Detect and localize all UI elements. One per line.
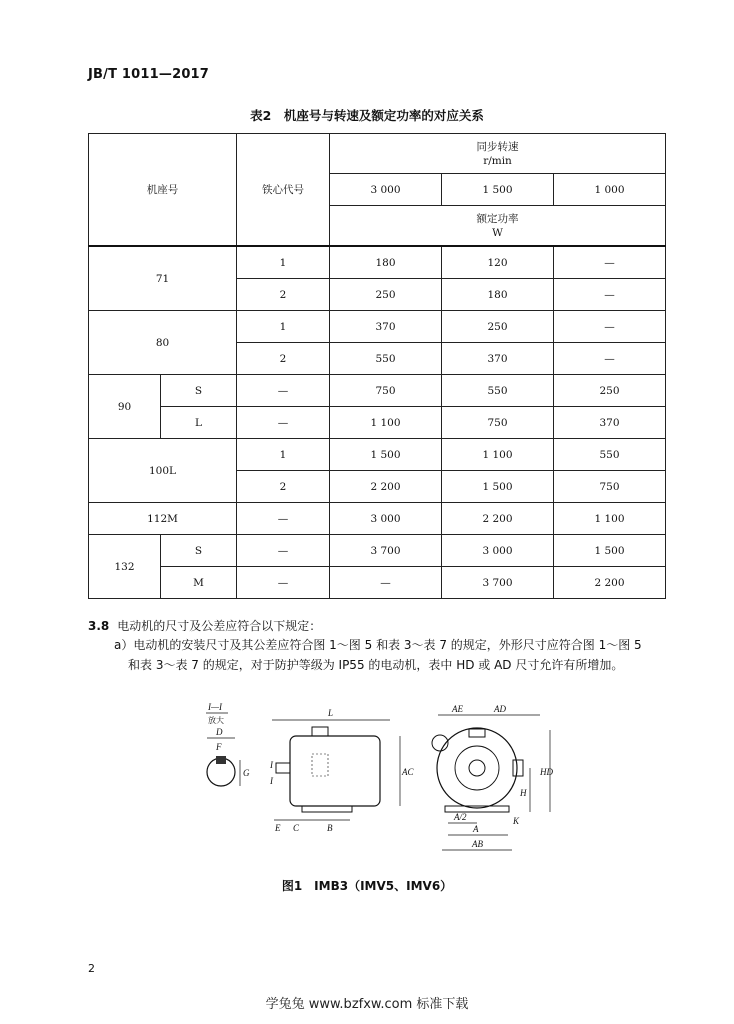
frame-cell: 80 xyxy=(89,311,237,375)
power-cell: 370 xyxy=(554,407,666,439)
section-I-lower: I xyxy=(270,776,273,786)
core-cell: 2 xyxy=(237,343,330,375)
dim-H-label: H xyxy=(520,788,527,798)
frame-cell: 100L xyxy=(89,439,237,503)
section-number: 3.8 xyxy=(88,619,110,633)
dim-AB-label: AB xyxy=(472,839,483,849)
section-I-upper: I xyxy=(270,760,273,770)
power-cell: 120 xyxy=(442,246,554,279)
item-a-line2: 和表 3～表 7 的规定，对于防护等级为 IP55 的电动机，表中 HD 或 AD 尺寸允许有所增加。 xyxy=(128,658,624,672)
rated-power-label: 额定功率 xyxy=(476,212,519,225)
power-cell: 250 xyxy=(554,375,666,407)
power-cell: 750 xyxy=(554,471,666,503)
core-cell: — xyxy=(237,503,330,535)
core-cell: 1 xyxy=(237,439,330,471)
length-code-cell: S xyxy=(161,375,237,407)
power-cell: — xyxy=(330,567,442,599)
frame-power-table xyxy=(88,133,666,599)
foot-side xyxy=(302,806,352,812)
power-cell: 550 xyxy=(330,343,442,375)
dim-L-label: L xyxy=(328,708,334,718)
power-cell: 750 xyxy=(442,407,554,439)
power-cell: 1 500 xyxy=(442,471,554,503)
power-cell: — xyxy=(554,246,666,279)
core-cell: 1 xyxy=(237,246,330,279)
speed-1000: 1 000 xyxy=(554,174,666,206)
shaft-end xyxy=(469,760,485,776)
dim-F-label: F xyxy=(216,742,222,752)
power-cell: — xyxy=(554,311,666,343)
core-cell: — xyxy=(237,407,330,439)
table-row xyxy=(89,535,666,567)
length-code-cell: S xyxy=(161,535,237,567)
figure-caption: 图1 IMB3（IMV5、IMV6） xyxy=(281,879,453,893)
dim-HD-label: HD xyxy=(540,767,553,777)
standard-number: JB/T 1011—2017 xyxy=(88,67,210,82)
power-cell: 750 xyxy=(330,375,442,407)
core-cell: — xyxy=(237,375,330,407)
header-core-code: 铁心代号 xyxy=(237,134,330,247)
power-cell: 2 200 xyxy=(554,567,666,599)
table-row xyxy=(89,246,666,279)
power-cell: 1 100 xyxy=(442,439,554,471)
power-cell: 250 xyxy=(442,311,554,343)
core-cell: 1 xyxy=(237,311,330,343)
table-row xyxy=(89,375,666,407)
header-sync-speed xyxy=(330,134,666,174)
length-code-cell: M xyxy=(161,567,237,599)
table-header-row xyxy=(89,134,666,174)
dim-B-label: B xyxy=(327,823,333,833)
core-cell: 2 xyxy=(237,471,330,503)
header-rated-power xyxy=(330,206,666,247)
power-cell: 370 xyxy=(442,343,554,375)
dim-E-label: E xyxy=(275,823,281,833)
section-heading xyxy=(88,617,321,634)
power-cell: 3 700 xyxy=(330,535,442,567)
dim-A-label: A xyxy=(473,824,479,834)
header-frame-no: 机座号 xyxy=(89,134,237,247)
power-cell: 1 500 xyxy=(330,439,442,471)
power-cell: 2 200 xyxy=(442,503,554,535)
speed-3000: 3 000 xyxy=(330,174,442,206)
core-cell: — xyxy=(237,535,330,567)
keyway xyxy=(216,756,226,764)
enlarged-label: 放大 xyxy=(208,716,224,725)
dim-A-half-label: A/2 xyxy=(454,812,467,822)
power-cell: 180 xyxy=(330,246,442,279)
power-cell: 1 500 xyxy=(554,535,666,567)
table-row xyxy=(89,567,666,599)
dim-C-label: C xyxy=(293,823,300,833)
power-cell: 370 xyxy=(330,311,442,343)
power-cell: 3 000 xyxy=(330,503,442,535)
dim-AE-label: AE xyxy=(452,704,463,714)
section-text: 电动机的尺寸及公差应符合以下规定： xyxy=(117,619,322,633)
sync-speed-unit: r/min xyxy=(483,154,512,167)
dim-AC-label: AC xyxy=(402,767,414,777)
footer-watermark: 学兔兔 www.bzfxw.com 标准下载 xyxy=(265,997,469,1012)
dim-G-label: G xyxy=(243,768,250,778)
terminal-box xyxy=(312,727,328,736)
dim-AD-label: AD xyxy=(494,704,506,714)
power-cell: 250 xyxy=(330,279,442,311)
page-number: 2 xyxy=(88,962,95,975)
power-cell: 1 100 xyxy=(330,407,442,439)
power-cell: 3 700 xyxy=(442,567,554,599)
dim-K-label: K xyxy=(513,816,520,826)
dim-D-label: D xyxy=(216,727,223,737)
table-row xyxy=(89,407,666,439)
power-cell: — xyxy=(554,279,666,311)
power-cell: 180 xyxy=(442,279,554,311)
power-cell: 1 100 xyxy=(554,503,666,535)
frame-cell: 112M xyxy=(89,503,237,535)
speed-1500: 1 500 xyxy=(442,174,554,206)
motor-body-side xyxy=(290,736,380,806)
power-cell: 3 000 xyxy=(442,535,554,567)
power-cell: 550 xyxy=(554,439,666,471)
shaft-side xyxy=(276,763,290,773)
sync-speed-label: 同步转速 xyxy=(476,140,519,153)
motor-body-end xyxy=(437,728,517,808)
item-a-line1: a）电动机的安装尺寸及其公差应符合图 1～图 5 和表 3～表 7 的规定，外形尺寸应符合图 1～图 5 xyxy=(114,638,642,652)
frame-cell: 132 xyxy=(89,535,161,599)
motor-dimension-drawing xyxy=(190,700,570,865)
table-row xyxy=(89,311,666,343)
power-cell: 550 xyxy=(442,375,554,407)
table-title: 表2 机座号与转速及额定功率的对应关系 xyxy=(250,108,484,123)
table-row xyxy=(89,439,666,471)
section-mark-label: I—I xyxy=(208,702,222,712)
core-cell: 2 xyxy=(237,279,330,311)
length-code-cell: L xyxy=(161,407,237,439)
table-row xyxy=(89,503,666,535)
frame-cell: 71 xyxy=(89,246,237,311)
power-cell: — xyxy=(554,343,666,375)
rated-power-unit: W xyxy=(492,226,503,239)
frame-cell: 90 xyxy=(89,375,161,439)
power-cell: 2 200 xyxy=(330,471,442,503)
core-cell: — xyxy=(237,567,330,599)
